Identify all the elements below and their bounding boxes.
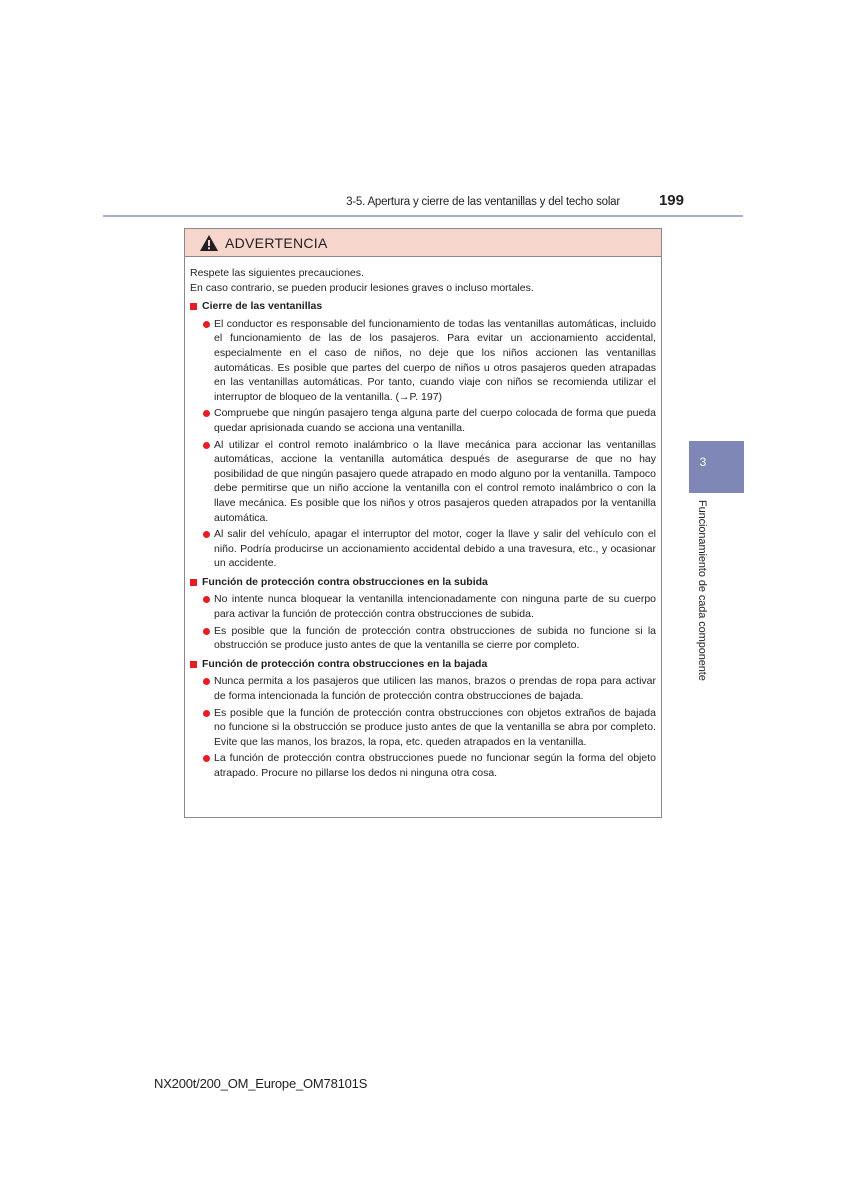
chapter-tab (689, 441, 744, 493)
list-item: Es posible que la función de protección contra obstrucciones de subida no funcione si la obstrucción se produce justo antes de que la ventanilla se cierre por completo. (203, 624, 656, 653)
header-divider (103, 215, 743, 217)
bullet-dot-icon (203, 410, 210, 417)
bullet-dot-icon (203, 628, 210, 635)
section-jam-protection-up (190, 575, 656, 653)
warning-title: ADVERTENCIA (225, 234, 328, 251)
list-item: Nunca permita a los pasajeros que utilicen las manos, brazos o prendas de ropa para activar de forma intencionada la función de protección contra obstrucciones de bajada. (203, 674, 656, 703)
section-heading: Función de protección contra obstrucciones en la bajada (202, 657, 488, 670)
bullet-dot-icon (203, 442, 210, 449)
running-header: 3-5. Apertura y cierre de las ventanillas y del techo solar (346, 196, 620, 208)
chapter-side-label: Funcionamiento de cada componente (696, 500, 708, 681)
bullet-dot-icon (203, 596, 210, 603)
footer-document-code: NX200t/200_OM_Europe_OM78101S (154, 1076, 368, 1091)
intro-line: En caso contrario, se pueden producir lesiones graves o incluso mortales. (190, 281, 534, 294)
chapter-number: 3 (699, 455, 707, 469)
list-item: Es posible que la función de protección contra obstrucciones con objetos extraños de bajada no funcione si la obstrucción se produce justo antes de que la ventanilla se abra por completo. Evite que las manos, los brazos, la ropa, etc. queden atrapados en la ventanilla. (203, 706, 656, 750)
section-heading: Función de protección contra obstrucciones en la subida (202, 575, 488, 588)
warning-header (185, 229, 661, 257)
warning-triangle-icon (199, 234, 219, 252)
list-item: Al salir del vehículo, apagar el interruptor del motor, coger la llave y salir del vehículo con el niño. Podría producirse un accionamiento accidental debido a una travesura, etc., y ocasionar un accidente. (203, 527, 656, 571)
bullet-dot-icon (203, 710, 210, 717)
square-bullet-icon (190, 579, 197, 586)
bullet-dot-icon (203, 531, 210, 538)
section-jam-protection-down (190, 657, 656, 781)
warning-body (185, 257, 661, 781)
section-heading: Cierre de las ventanillas (202, 300, 323, 313)
list-item: El conductor es responsable del funcionamiento de todas las ventanillas automáticas, incluido el funcionamiento de las de los pasajeros. Para evitar un accionamiento accidental, especialmente en el caso de niños, no deje que los niños accionen las ventanillas automáticas. Es posible que partes del cuerpo de niños u otros pasajeros queden atrapadas en las ventanillas automáticas. Por tanto, cuando viaje con niños se recomienda utilizar el interruptor de bloqueo de la ventanilla. (→P. 197) (203, 317, 656, 405)
bullet-dot-icon (203, 321, 210, 328)
square-bullet-icon (190, 303, 197, 310)
page-number: 199 (658, 192, 684, 209)
bullet-dot-icon (203, 678, 210, 685)
list-item: La función de protección contra obstrucciones puede no funcionar según la forma del objeto atrapado. Procure no pillarse los dedos ni ninguna otra cosa. (203, 751, 656, 780)
warning-box (184, 228, 662, 818)
intro-line: Respete las siguientes precauciones. (190, 267, 364, 279)
list-item: Compruebe que ningún pasajero tenga alguna parte del cuerpo colocada de forma que pueda quedar aprisionada cuando se acciona una ventanilla. (203, 406, 656, 435)
bullet-dot-icon (203, 755, 210, 762)
list-item: No intente nunca bloquear la ventanilla intencionadamente con ninguna parte de su cuerpo para activar la función de protección contra obstrucciones de subida. (203, 592, 656, 621)
square-bullet-icon (190, 661, 197, 668)
section-window-closing (190, 299, 656, 571)
list-item: Al utilizar el control remoto inalámbrico o la llave mecánica para accionar las ventanillas automáticas, accione la ventanilla automática después de asegurarse de que no hay posibilidad de que ningún pasajero quede atrapado en modo alguno por la ventanilla. Tampoco debe permitirse que un niño accione la ventanilla con el control remoto inalámbrico o con la llave mecánica. Es posible que los niños y otros pasajeros queden atrapados por la ventanilla automática. (203, 438, 656, 526)
